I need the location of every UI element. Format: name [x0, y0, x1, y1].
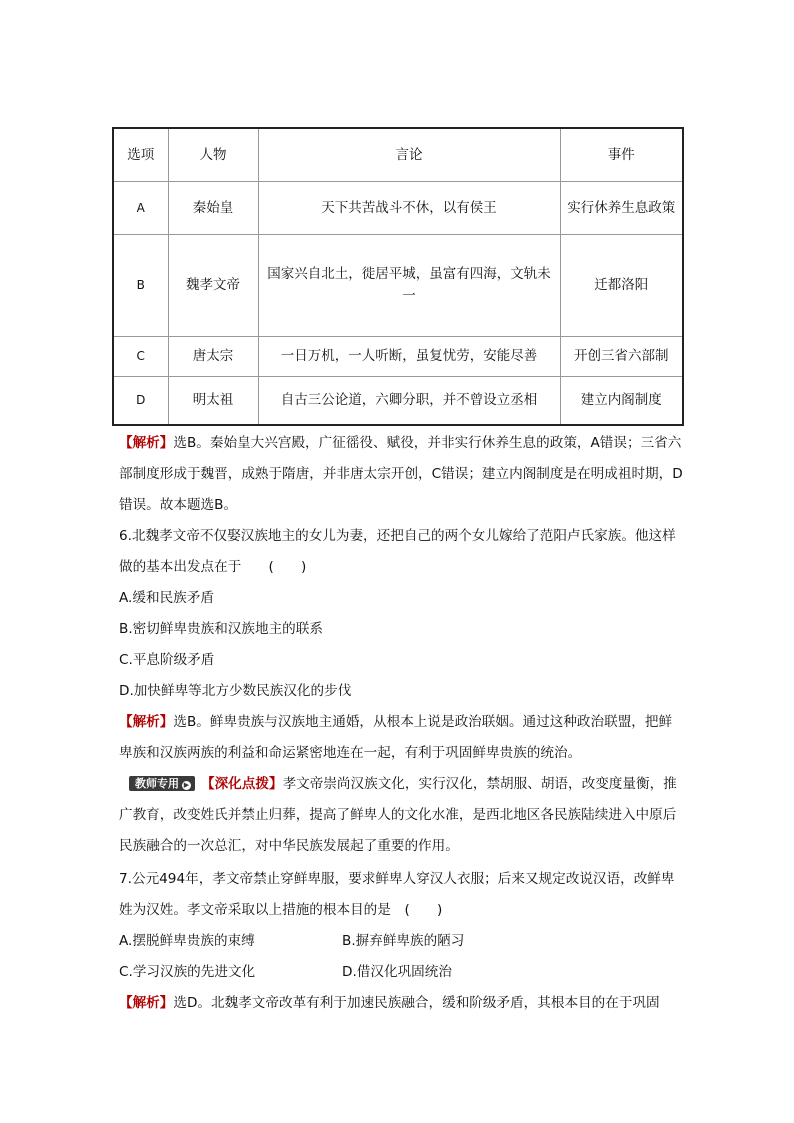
analysis-tag: 【解析】 — [119, 435, 174, 451]
table-header-row — [113, 128, 683, 181]
q6-option-d: D.加快鲜卑等北方少数民族汉化的步伐 — [119, 683, 352, 699]
row-event: 实行休养生息政策 — [560, 181, 683, 234]
q7-option-b: B.摒弃鲜卑族的陋习 — [342, 933, 465, 949]
header-speech: 言论 — [258, 128, 560, 181]
row-option: C — [113, 336, 168, 376]
row-person: 魏孝文帝 — [168, 234, 258, 336]
header-event: 事件 — [560, 128, 683, 181]
q6-option-c: C.平息阶级矛盾 — [119, 652, 215, 668]
table-row — [113, 336, 683, 376]
deepen-tag: 【深化点拨】 — [201, 776, 283, 792]
header-option: 选项 — [113, 128, 168, 181]
table-row — [113, 181, 683, 234]
row-speech: 一日万机，一人听断，虽复忧劳，安能尽善 — [258, 336, 560, 376]
options-table — [112, 127, 684, 426]
analysis-tag: 【解析】 — [119, 714, 174, 730]
row-speech: 国家兴自北土，徙居平城，虽富有四海，文轨未一 — [258, 234, 560, 336]
analysis-text: 选B。秦始皇大兴宫殿，广征徭役、赋役，并非实行休养生息的政策，A错误；三省六部制度形成于魏晋，成熟于隋唐，并非唐太宗开创，C错误；建立内阁制度是在明成祖时期，D错误。故本题选B。 — [119, 435, 683, 513]
analysis-q7 — [119, 988, 684, 1019]
teacher-only-badge — [129, 776, 195, 791]
row-person: 秦始皇 — [168, 181, 258, 234]
question-7-stem: 7.公元494年，孝文帝禁止穿鲜卑服，要求鲜卑人穿汉人衣服；后来又规定改说汉语，改鲜卑姓为汉姓。孝文帝采取以上措施的根本目的是 ( ) — [119, 871, 675, 918]
row-person: 唐太宗 — [168, 336, 258, 376]
arrow-icon: ▶ — [183, 781, 190, 789]
teacher-note-text: 孝文帝崇尚汉族文化，实行汉化，禁胡服、胡语，改变度量衡，推广教育，改变姓氏并禁止归葬，提高了鲜卑人的文化水准，是西北地区各民族陆续进入中原后民族融合的一次总汇，对中华民族发展起了重要的作用。 — [119, 776, 677, 854]
q7-option-c: C.学习汉族的先进文化 — [119, 964, 256, 980]
row-event: 建立内阁制度 — [560, 376, 683, 425]
row-speech: 自古三公论道，六卿分职，并不曾设立丞相 — [258, 376, 560, 425]
table-row — [113, 234, 683, 336]
q7-option-d: D.借汉化巩固统治 — [342, 964, 452, 980]
row-option: A — [113, 181, 168, 234]
row-person: 明太祖 — [168, 376, 258, 425]
q7-option-a: A.摆脱鲜卑贵族的束缚 — [119, 933, 255, 949]
question-6-stem: 6.北魏孝文帝不仅娶汉族地主的女儿为妻，还把自己的两个女儿嫁给了范阳卢氏家族。他这样做的基本出发点在于 ( ) — [119, 528, 676, 575]
analysis-q6 — [119, 707, 684, 769]
analysis-text: 选D。北魏孝文帝改革有利于加速民族融合，缓和阶级矛盾，其根本目的在于巩固 — [173, 995, 660, 1011]
row-event: 迁都洛阳 — [560, 234, 683, 336]
teacher-note — [119, 769, 684, 862]
row-option: B — [113, 234, 168, 336]
analysis-text: 选B。鲜卑贵族与汉族地主通婚，从根本上说是政治联姻。通过这种政治联盟，把鲜卑族和汉族两族的利益和命运紧密地连在一起，有利于巩固鲜卑贵族的统治。 — [119, 714, 673, 761]
q6-option-b: B.密切鲜卑贵族和汉族地主的联系 — [119, 621, 323, 637]
row-event: 开创三省六部制 — [560, 336, 683, 376]
analysis-q5 — [119, 428, 684, 521]
header-person: 人物 — [168, 128, 258, 181]
row-speech: 天下共苦战斗不休，以有侯王 — [258, 181, 560, 234]
teacher-badge-label: 教师专用 — [135, 777, 179, 790]
analysis-tag: 【解析】 — [119, 995, 174, 1011]
table-row — [113, 376, 683, 425]
q6-option-a: A.缓和民族矛盾 — [119, 590, 214, 606]
row-option: D — [113, 376, 168, 425]
